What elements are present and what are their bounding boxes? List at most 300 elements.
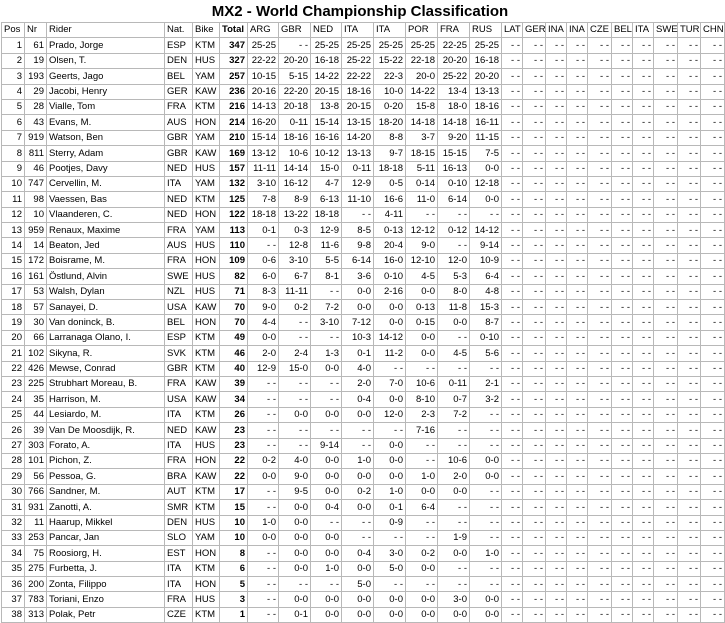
- table-cell: 16: [2, 269, 25, 284]
- table-cell: - -: [633, 469, 654, 484]
- column-header: Rider: [47, 23, 165, 38]
- table-cell: - -: [523, 84, 546, 99]
- table-cell: - -: [678, 53, 701, 68]
- table-cell: GBR: [165, 146, 193, 161]
- table-cell: - -: [588, 161, 612, 176]
- table-cell: - -: [678, 207, 701, 222]
- table-cell: - -: [701, 192, 725, 207]
- table-cell: 4-11: [374, 207, 406, 222]
- table-cell: - -: [654, 192, 678, 207]
- table-cell: - -: [567, 484, 588, 499]
- table-cell: - -: [567, 38, 588, 53]
- table-cell: 0-0: [248, 469, 279, 484]
- table-cell: - -: [633, 561, 654, 576]
- table-cell: - -: [279, 376, 311, 391]
- table-cell: SLO: [165, 530, 193, 545]
- table-cell: 2: [2, 53, 25, 68]
- table-row: [2, 530, 725, 545]
- table-cell: 214: [220, 115, 248, 130]
- table-cell: 18-16: [470, 99, 502, 114]
- table-cell: 2-0: [248, 346, 279, 361]
- table-cell: 157: [220, 161, 248, 176]
- table-cell: - -: [654, 530, 678, 545]
- table-cell: GBR: [165, 361, 193, 376]
- table-cell: - -: [588, 592, 612, 607]
- table-cell: - -: [567, 53, 588, 68]
- table-cell: - -: [612, 238, 633, 253]
- column-header: Bike: [193, 23, 220, 38]
- table-cell: 26: [220, 407, 248, 422]
- table-cell: - -: [701, 330, 725, 345]
- table-cell: - -: [612, 453, 633, 468]
- table-cell: - -: [546, 69, 567, 84]
- table-cell: - -: [654, 130, 678, 145]
- table-cell: 14-18: [406, 115, 438, 130]
- table-cell: 8-0: [438, 284, 470, 299]
- table-cell: - -: [502, 253, 523, 268]
- table-cell: 66: [25, 330, 47, 345]
- table-cell: 18-0: [438, 99, 470, 114]
- table-cell: - -: [633, 84, 654, 99]
- table-cell: - -: [612, 392, 633, 407]
- table-cell: - -: [374, 530, 406, 545]
- column-header: BEL: [612, 23, 633, 38]
- table-cell: 20-4: [374, 238, 406, 253]
- table-cell: - -: [678, 223, 701, 238]
- table-cell: - -: [470, 407, 502, 422]
- table-cell: - -: [612, 484, 633, 499]
- table-cell: - -: [701, 38, 725, 53]
- table-cell: - -: [567, 469, 588, 484]
- table-cell: - -: [678, 161, 701, 176]
- table-cell: 0-0: [342, 500, 374, 515]
- table-cell: - -: [523, 546, 546, 561]
- table-cell: - -: [567, 438, 588, 453]
- table-cell: - -: [654, 207, 678, 222]
- table-cell: - -: [523, 361, 546, 376]
- table-cell: 0-0: [279, 530, 311, 545]
- column-header: GBR: [279, 23, 311, 38]
- table-cell: 7-5: [470, 146, 502, 161]
- table-cell: 109: [220, 253, 248, 268]
- table-cell: - -: [633, 530, 654, 545]
- table-cell: KAW: [193, 84, 220, 99]
- table-cell: 10: [25, 207, 47, 222]
- table-cell: HUS: [193, 238, 220, 253]
- table-cell: 38: [2, 607, 25, 622]
- table-cell: - -: [701, 284, 725, 299]
- table-cell: 28: [25, 99, 47, 114]
- table-cell: - -: [588, 115, 612, 130]
- table-cell: 70: [220, 300, 248, 315]
- table-cell: - -: [567, 69, 588, 84]
- table-cell: - -: [546, 484, 567, 499]
- table-cell: 6-13: [311, 192, 342, 207]
- table-cell: - -: [546, 115, 567, 130]
- table-cell: - -: [588, 515, 612, 530]
- table-cell: - -: [612, 561, 633, 576]
- table-cell: - -: [678, 176, 701, 191]
- table-cell: 0-0: [311, 484, 342, 499]
- table-cell: - -: [678, 300, 701, 315]
- table-cell: 3-6: [342, 269, 374, 284]
- table-cell: - -: [567, 330, 588, 345]
- table-cell: AUS: [165, 115, 193, 130]
- table-cell: 7-2: [438, 407, 470, 422]
- table-cell: - -: [654, 346, 678, 361]
- table-cell: 0-0: [374, 592, 406, 607]
- table-cell: 16-18: [311, 53, 342, 68]
- table-cell: Zonta, Filippo: [47, 577, 165, 592]
- table-cell: - -: [546, 38, 567, 53]
- table-cell: - -: [248, 546, 279, 561]
- table-cell: - -: [678, 269, 701, 284]
- table-cell: Van De Moosdijk, R.: [47, 423, 165, 438]
- table-cell: - -: [633, 284, 654, 299]
- column-header: NED: [311, 23, 342, 38]
- table-cell: 20-20: [279, 53, 311, 68]
- table-cell: - -: [502, 115, 523, 130]
- table-cell: KTM: [193, 500, 220, 515]
- table-cell: - -: [342, 515, 374, 530]
- table-cell: - -: [633, 546, 654, 561]
- table-cell: - -: [502, 207, 523, 222]
- table-cell: 0-0: [311, 607, 342, 622]
- table-cell: 10-3: [342, 330, 374, 345]
- table-cell: 3-10: [311, 315, 342, 330]
- table-cell: - -: [546, 515, 567, 530]
- table-cell: - -: [374, 577, 406, 592]
- table-cell: - -: [654, 161, 678, 176]
- table-cell: - -: [567, 546, 588, 561]
- table-cell: 253: [25, 530, 47, 545]
- table-cell: - -: [588, 546, 612, 561]
- table-row: [2, 300, 725, 315]
- table-cell: 0-0: [438, 484, 470, 499]
- table-cell: - -: [588, 577, 612, 592]
- table-cell: 0-2: [279, 300, 311, 315]
- table-cell: 11-11: [279, 284, 311, 299]
- table-cell: 110: [220, 238, 248, 253]
- column-header: ARG: [248, 23, 279, 38]
- table-cell: HON: [193, 253, 220, 268]
- table-row: [2, 361, 725, 376]
- table-cell: - -: [701, 515, 725, 530]
- table-cell: 2-3: [406, 407, 438, 422]
- table-cell: 13-8: [311, 99, 342, 114]
- table-cell: - -: [567, 315, 588, 330]
- table-cell: - -: [701, 376, 725, 391]
- table-cell: 34: [220, 392, 248, 407]
- table-cell: 18-16: [279, 130, 311, 145]
- table-cell: 0-0: [311, 592, 342, 607]
- table-cell: 12-0: [438, 253, 470, 268]
- table-cell: - -: [248, 438, 279, 453]
- table-cell: - -: [678, 530, 701, 545]
- table-cell: 1-0: [248, 515, 279, 530]
- table-cell: - -: [567, 146, 588, 161]
- table-cell: - -: [311, 284, 342, 299]
- table-cell: - -: [633, 407, 654, 422]
- table-cell: - -: [502, 53, 523, 68]
- table-cell: - -: [678, 38, 701, 53]
- table-cell: 15-8: [406, 99, 438, 114]
- table-cell: - -: [588, 53, 612, 68]
- table-cell: 1-9: [438, 530, 470, 545]
- table-cell: - -: [588, 392, 612, 407]
- table-cell: - -: [502, 469, 523, 484]
- table-cell: - -: [678, 315, 701, 330]
- table-row: [2, 269, 725, 284]
- table-cell: - -: [701, 484, 725, 499]
- table-cell: - -: [438, 361, 470, 376]
- table-cell: - -: [588, 253, 612, 268]
- column-header: CHN: [701, 23, 725, 38]
- table-cell: GER: [165, 84, 193, 99]
- table-cell: - -: [588, 376, 612, 391]
- table-row: [2, 176, 725, 191]
- table-cell: Pootjes, Davy: [47, 161, 165, 176]
- table-cell: - -: [470, 500, 502, 515]
- table-cell: - -: [701, 161, 725, 176]
- table-cell: - -: [546, 469, 567, 484]
- column-header: FRA: [438, 23, 470, 38]
- table-cell: HON: [193, 546, 220, 561]
- table-cell: 783: [25, 592, 47, 607]
- table-cell: HON: [193, 115, 220, 130]
- table-cell: - -: [502, 546, 523, 561]
- column-header: RUS: [470, 23, 502, 38]
- table-cell: 9: [2, 161, 25, 176]
- table-cell: - -: [248, 607, 279, 622]
- table-cell: - -: [546, 392, 567, 407]
- table-cell: 1-3: [311, 346, 342, 361]
- table-cell: YAM: [193, 223, 220, 238]
- table-cell: ITA: [165, 407, 193, 422]
- table-cell: - -: [633, 146, 654, 161]
- table-cell: - -: [502, 453, 523, 468]
- table-cell: - -: [612, 223, 633, 238]
- table-cell: - -: [633, 438, 654, 453]
- table-cell: 15-14: [248, 130, 279, 145]
- table-cell: 26: [2, 423, 25, 438]
- table-cell: 12-0: [374, 407, 406, 422]
- table-cell: - -: [406, 207, 438, 222]
- table-cell: 1-0: [374, 484, 406, 499]
- table-cell: - -: [588, 99, 612, 114]
- table-cell: - -: [546, 53, 567, 68]
- table-cell: - -: [701, 315, 725, 330]
- table-cell: - -: [546, 592, 567, 607]
- table-cell: - -: [633, 99, 654, 114]
- table-cell: 25-25: [248, 38, 279, 53]
- column-header: ITA: [374, 23, 406, 38]
- table-cell: 56: [25, 469, 47, 484]
- table-cell: 25-22: [438, 69, 470, 84]
- table-cell: - -: [502, 500, 523, 515]
- table-cell: 0-0: [374, 469, 406, 484]
- table-cell: - -: [701, 607, 725, 622]
- table-cell: 22: [220, 469, 248, 484]
- table-cell: - -: [502, 315, 523, 330]
- table-cell: - -: [612, 577, 633, 592]
- table-cell: 7-16: [406, 423, 438, 438]
- table-cell: - -: [567, 130, 588, 145]
- table-row: [2, 115, 725, 130]
- table-cell: 22-3: [374, 69, 406, 84]
- header-row: [2, 23, 725, 38]
- table-cell: Van doninck, B.: [47, 315, 165, 330]
- table-cell: - -: [678, 253, 701, 268]
- table-cell: KAW: [193, 469, 220, 484]
- table-cell: 12-18: [470, 176, 502, 191]
- table-cell: - -: [523, 438, 546, 453]
- table-cell: HUS: [193, 515, 220, 530]
- table-cell: 25-22: [342, 53, 374, 68]
- table-cell: 0-1: [374, 500, 406, 515]
- table-cell: KTM: [193, 607, 220, 622]
- table-cell: - -: [701, 269, 725, 284]
- table-cell: - -: [612, 546, 633, 561]
- table-cell: KAW: [193, 146, 220, 161]
- table-cell: FRA: [165, 99, 193, 114]
- table-cell: 14-14: [279, 161, 311, 176]
- table-cell: - -: [654, 484, 678, 499]
- table-cell: 5-15: [279, 69, 311, 84]
- table-cell: 6: [2, 115, 25, 130]
- table-cell: - -: [567, 238, 588, 253]
- table-cell: - -: [612, 346, 633, 361]
- table-cell: - -: [567, 176, 588, 191]
- table-cell: 8-8: [374, 130, 406, 145]
- table-cell: Forato, A.: [47, 438, 165, 453]
- table-cell: - -: [612, 269, 633, 284]
- table-cell: - -: [633, 253, 654, 268]
- table-cell: - -: [470, 484, 502, 499]
- table-cell: 102: [25, 346, 47, 361]
- table-cell: - -: [612, 438, 633, 453]
- table-cell: 0-2: [248, 453, 279, 468]
- table-cell: 5-0: [374, 561, 406, 576]
- table-cell: - -: [523, 515, 546, 530]
- table-cell: 3-10: [279, 253, 311, 268]
- table-cell: - -: [374, 361, 406, 376]
- table-cell: 0-1: [248, 223, 279, 238]
- column-header: INA: [567, 23, 588, 38]
- column-header: GER: [523, 23, 546, 38]
- table-cell: 811: [25, 146, 47, 161]
- table-cell: - -: [612, 161, 633, 176]
- table-cell: - -: [567, 592, 588, 607]
- table-cell: 20: [2, 330, 25, 345]
- table-cell: - -: [523, 300, 546, 315]
- table-cell: Furbetta, J.: [47, 561, 165, 576]
- table-cell: 28: [2, 453, 25, 468]
- table-cell: - -: [612, 423, 633, 438]
- table-cell: 0-11: [279, 115, 311, 130]
- table-cell: 327: [220, 53, 248, 68]
- table-cell: - -: [523, 253, 546, 268]
- table-cell: - -: [502, 69, 523, 84]
- table-row: [2, 53, 725, 68]
- table-cell: 0-0: [311, 453, 342, 468]
- table-cell: - -: [588, 238, 612, 253]
- table-cell: 8-10: [406, 392, 438, 407]
- table-cell: - -: [701, 176, 725, 191]
- table-cell: - -: [342, 423, 374, 438]
- table-cell: 4-4: [248, 315, 279, 330]
- table-row: [2, 607, 725, 622]
- table-cell: - -: [678, 453, 701, 468]
- table-cell: - -: [701, 561, 725, 576]
- table-cell: 10: [220, 515, 248, 530]
- table-cell: USA: [165, 392, 193, 407]
- table-cell: 303: [25, 438, 47, 453]
- table-cell: - -: [502, 392, 523, 407]
- table-cell: - -: [470, 577, 502, 592]
- table-cell: 22-20: [279, 84, 311, 99]
- table-cell: 11-15: [470, 130, 502, 145]
- table-cell: - -: [588, 269, 612, 284]
- table-cell: 10-6: [279, 146, 311, 161]
- table-cell: 18-18: [374, 161, 406, 176]
- table-cell: - -: [701, 592, 725, 607]
- table-cell: 0-10: [438, 176, 470, 191]
- table-row: [2, 238, 725, 253]
- table-cell: - -: [588, 423, 612, 438]
- table-cell: 7-8: [248, 192, 279, 207]
- table-cell: 4-7: [311, 176, 342, 191]
- table-cell: 0-12: [438, 223, 470, 238]
- table-cell: - -: [633, 207, 654, 222]
- table-cell: 0-0: [406, 561, 438, 576]
- table-cell: 57: [25, 300, 47, 315]
- table-cell: - -: [633, 453, 654, 468]
- table-cell: - -: [502, 300, 523, 315]
- table-cell: - -: [502, 346, 523, 361]
- table-cell: - -: [523, 453, 546, 468]
- table-cell: 0-0: [311, 361, 342, 376]
- table-cell: 35: [2, 561, 25, 576]
- table-cell: - -: [502, 161, 523, 176]
- table-cell: 6-4: [406, 500, 438, 515]
- table-cell: 0-0: [342, 469, 374, 484]
- table-cell: NED: [165, 207, 193, 222]
- table-cell: 36: [2, 577, 25, 592]
- table-cell: - -: [523, 176, 546, 191]
- table-cell: 172: [25, 253, 47, 268]
- table-cell: 9-14: [311, 438, 342, 453]
- table-cell: 1-0: [311, 561, 342, 576]
- table-cell: 2-0: [342, 376, 374, 391]
- table-cell: - -: [248, 407, 279, 422]
- table-cell: 4-5: [406, 269, 438, 284]
- table-cell: Haarup, Mikkel: [47, 515, 165, 530]
- table-cell: - -: [567, 300, 588, 315]
- table-cell: - -: [678, 423, 701, 438]
- table-cell: - -: [546, 300, 567, 315]
- table-cell: - -: [678, 592, 701, 607]
- table-cell: - -: [701, 115, 725, 130]
- table-cell: AUT: [165, 484, 193, 499]
- table-cell: 0-9: [374, 515, 406, 530]
- table-cell: 3-0: [374, 546, 406, 561]
- table-cell: - -: [546, 315, 567, 330]
- table-cell: - -: [248, 500, 279, 515]
- table-cell: 0-0: [279, 407, 311, 422]
- table-cell: - -: [678, 376, 701, 391]
- table-cell: 14-12: [374, 330, 406, 345]
